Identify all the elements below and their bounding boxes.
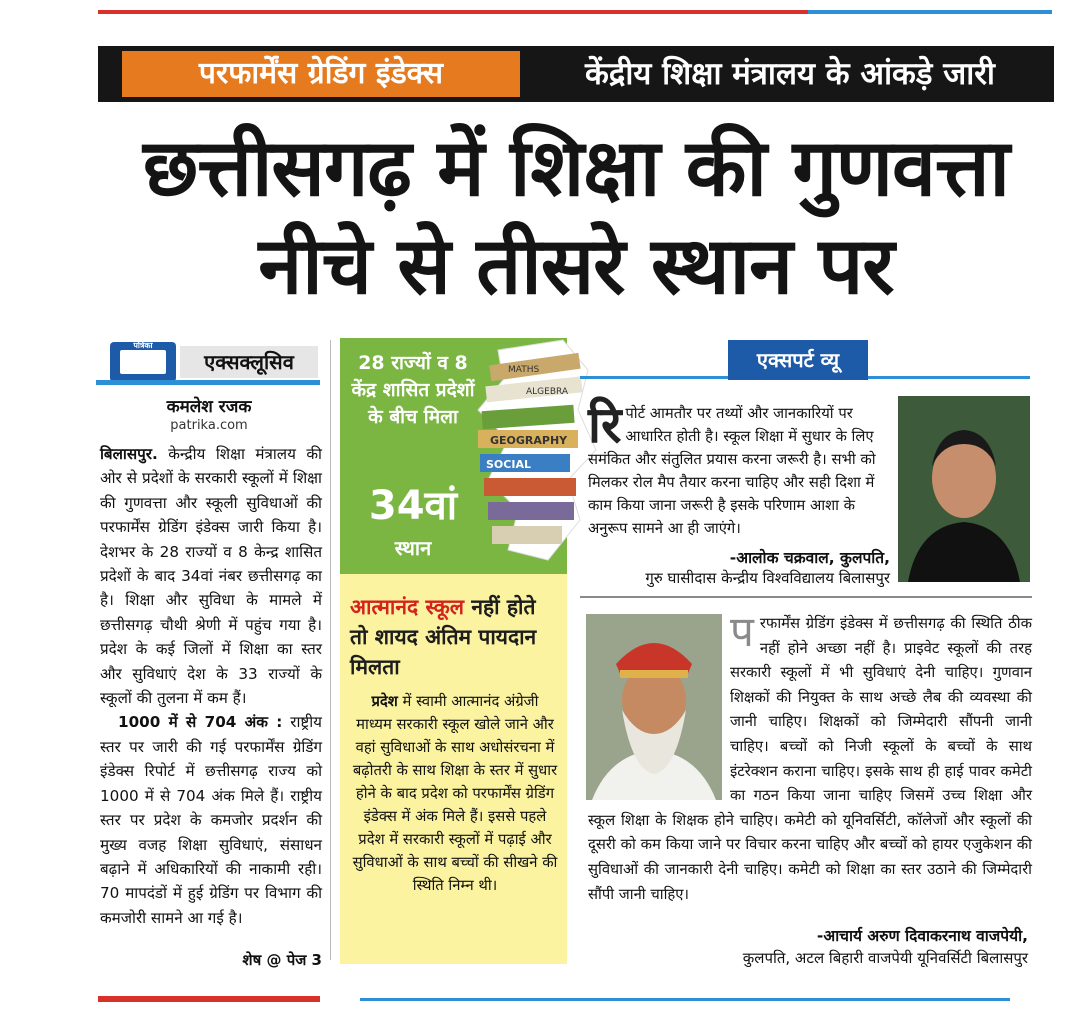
headline-line2: नीचे से तीसरे स्थान पर	[258, 220, 894, 312]
quote-text: रफार्मेंस ग्रेडिंग इंडेक्स में छत्तीसगढ़ की स्थिति ठीक नहीं होने अच्छा नहीं है। प्राइवेट स्कूलों की तरह सरकारी स्कूलों में भी सुविधाएं देनी चाहिए। गुणवान शिक्षकों की नियुक्त के साथ अच्छे लैब की व्यवस्था की जानी चाहिए। शिक्षकों को जिम्मेदारी सौंपनी जानी चाहिए। बच्चों को निजी स्कूलों के बच्चों के साथ इंटरेक्शन कराना चाहिए। इसके साथ ही हाई पावर कमेटी का गठन किया जाना चाहिए जिसमें उच्च शिक्षा और स्कूल शिक्षा के शिक्षक होने चाहिए। कमेटी को यूनिवर्सिटी, कॉलेजों और स्कूलों की दूसरी को कम किया जाने पर विचार करना चाहिए और बच्चों को हायर एजुकेशन की सुविधाओं की जानकारी देनी चाहिए। कमेटी को शिक्षा का स्तर उठाने की जिम्मेदारी सौंपी जानी चाहिए।	[588, 615, 1032, 903]
logo-label: पत्रिका	[133, 341, 153, 350]
quote-1-org: गुरु घासीदास केन्द्रीय विश्वविद्यालय बिलासपुर	[645, 569, 890, 587]
sidebar-text: में स्वामी आत्मानंद अंग्रेजी माध्यम सरकारी स्कूल खोले जाने और वहां सुविधाओं के साथ अधोसंरचना में बढ़ोतरी के साथ शिक्षा के स्तर में सुधार होने के बाद प्रदेश को परफार्मेंस ग्रेडिंग इंडेक्स में अंक मिले हैं। इससे पहले प्रदेश में सरकारी स्कूलों में पढ़ाई और सुविधाओं के साथ बच्चों की सीखने की स्थिति निम्न थी।	[352, 693, 558, 894]
quote-2-org: कुलपति, अटल बिहारी वाजपेयी यूनिवर्सिटी बिलासपुर	[742, 949, 1028, 967]
header-kicker: केंद्रीय शिक्षा मंत्रालय के आंकड़े जारी	[585, 56, 995, 92]
top-color-strip	[98, 10, 1052, 14]
paragraph	[100, 710, 322, 930]
paragraph-text: राष्ट्रीय स्तर पर जारी की गई परफार्मेंस ग्रेडिंग इंडेक्स रिपोर्ट में छत्तीसगढ़ राज्य को 1000 में से 704 अंक मिले हैं। राष्ट्रीय स्तर पर प्रदेश के कमजोर प्रदर्शन की मुख्य वजह शिक्षा सुविधाएं, संसाधन बढ़ाने में अधिकारियों की नाकामी रही। 70 मापदंडों में हुई ग्रेडिंग पर विभाग की कमजोरी सामने आ गई है।	[100, 713, 322, 927]
rank-number: 34वां	[368, 483, 458, 529]
headline-line1: छत्तीसगढ़ में शिक्षा की गुणवत्ता	[142, 122, 1010, 214]
sidebar-body	[352, 690, 558, 897]
book-label: MATHS	[508, 365, 540, 375]
expert-photo-2	[586, 614, 722, 800]
sidebar-title-highlight: आत्मानंद स्कूल	[350, 595, 465, 619]
divider	[96, 380, 320, 385]
quote-1-author: -आलोक चक्रवाल, कुलपति,	[729, 549, 890, 567]
byline-author: कमलेश रजक	[166, 397, 252, 417]
portrait-illustration	[898, 396, 1030, 582]
section-tag: परफार्मेंस ग्रेडिंग इंडेक्स	[122, 51, 520, 97]
patrika-logo	[110, 342, 176, 382]
portrait-illustration	[586, 614, 722, 800]
book-label: GEOGRAPHY	[490, 434, 568, 447]
quote-2-author: -आचार्य अरुण दिवाकरनाथ वाजपेयी,	[816, 927, 1028, 945]
paragraph-text: केन्द्रीय शिक्षा मंत्रालय की ओर से प्रदेशों के सरकारी स्कूलों में शिक्षा की गुणवत्ता और स्कूली सुविधाओं की परफार्मेंस ग्रेडिंग इंडेक्स जारी किया है। देशभर के 28 राज्यों व 8 केन्द्र शासित प्रदेशों के बाद 34वां नंबर छत्तीसगढ़ का है। शिक्षा और सुविधा के मामले में छत्तीसगढ़ चौथी श्रेणी में पहुंच गया है। प्रदेश के कई जिलों में शिक्षा का स्तर और सुविधाएं देश के 33 राज्यों के स्कूलों की तुलना में कम हैं।	[100, 445, 322, 708]
sidebar-lead: प्रदेश	[371, 693, 398, 710]
rank-caption: 28 राज्यों व 8 केंद्र शासित प्रदेशों के बीच मिला	[351, 352, 475, 428]
divider	[580, 596, 1032, 598]
subhead: 1000 में से 704 अंक :	[118, 713, 283, 732]
rank-suffix: स्थान	[394, 536, 432, 560]
books-map-illustration	[468, 330, 600, 566]
book-label: SOCIAL	[486, 458, 531, 471]
exclusive-label: एक्सक्लूसिव	[180, 346, 318, 378]
dateline: बिलासपुर.	[100, 445, 158, 463]
newspaper-icon	[120, 350, 166, 374]
paragraph	[100, 442, 322, 710]
column-divider	[330, 340, 331, 960]
continued-link[interactable]: शेष @ पेज 3	[242, 951, 322, 969]
bottom-bar	[360, 998, 1010, 1001]
main-article	[100, 442, 322, 930]
book-label: ALGEBRA	[526, 387, 569, 397]
expert-photo-1	[898, 396, 1030, 582]
expert-view-label: एक्सपर्ट व्यू	[728, 340, 868, 380]
bottom-bar	[98, 996, 320, 1002]
sidebar-title-text: नहीं होते तो शायद अंतिम पायदान मिलता	[350, 595, 537, 679]
sidebar-title	[350, 592, 560, 682]
drop-cap: प	[730, 607, 754, 656]
expert-quote-1	[588, 396, 890, 540]
byline-site: patrika.com	[170, 418, 248, 433]
drop-cap: रि	[588, 396, 622, 454]
quote-text: पोर्ट आमतौर पर तथ्यों और जानकारियों पर आधारित होती है। स्कूल शिक्षा में सुधार के लिए समंकित और संतुलित प्रयास करना जरूरी है। सभी को मिलकर रोल मैप तैयार करना चाहिए और सही दिशा में काम किया जाना जरूरी है इसके परिणाम आशा के अनुरूप सामने आ ही जाएंगे।	[588, 405, 876, 537]
